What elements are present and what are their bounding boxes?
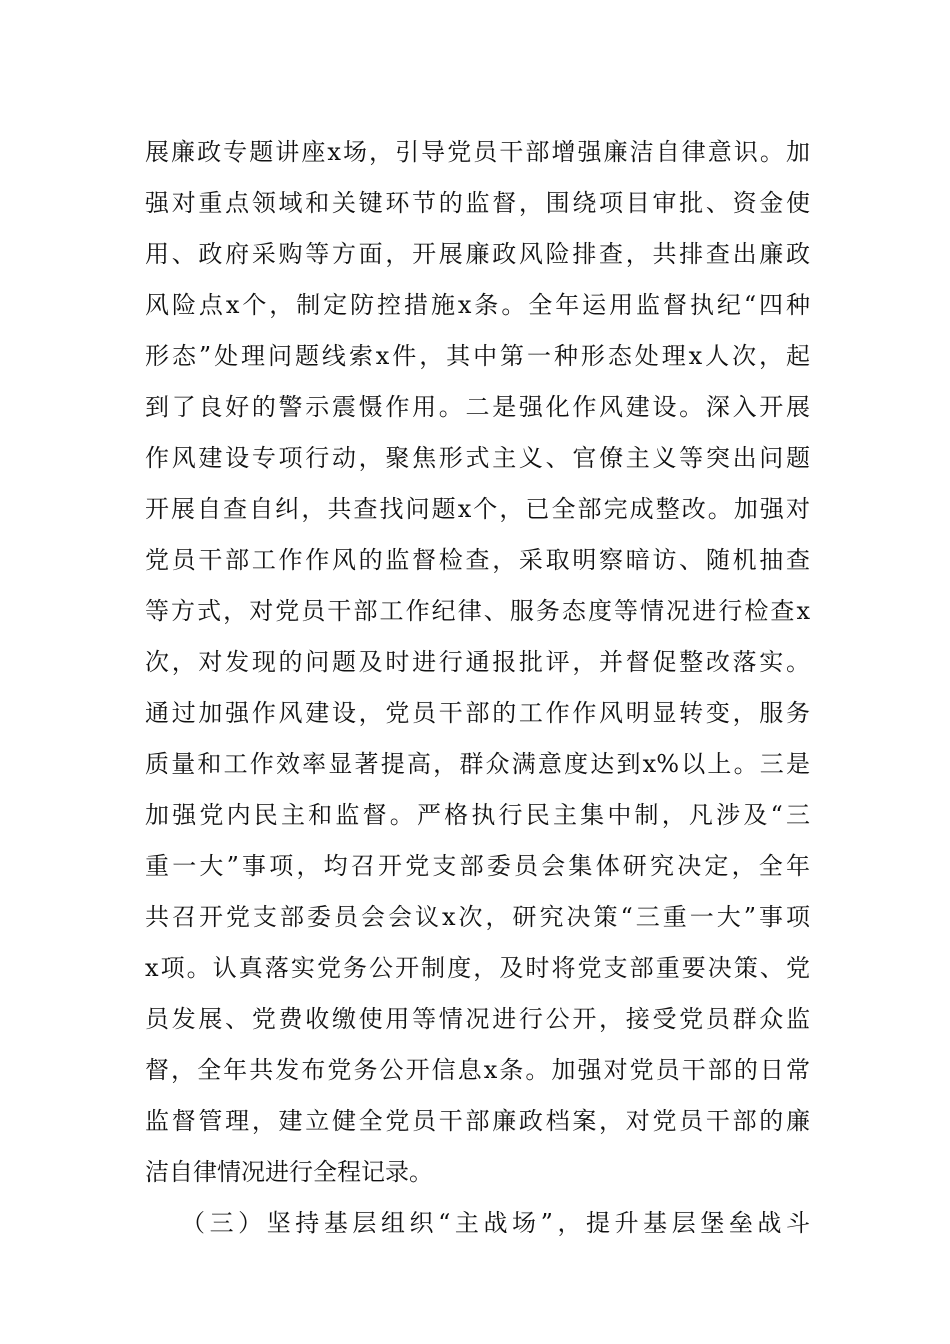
text-line: 强对重点领域和关键环节的监督，围绕项目审批、资金使 [145,189,810,217]
text-line: 等方式，对党员干部工作纪律、服务态度等情况进行检查x [145,597,810,625]
text-line: 监督管理，建立健全党员干部廉政档案，对党员干部的廉 [145,1107,810,1135]
text-line: 展廉政专题讲座x场，引导党员干部增强廉洁自律意识。加 [145,138,810,166]
text-line: 作风建设专项行动，聚焦形式主义、官僚主义等突出问题 [145,444,810,472]
body-text [145,127,810,1249]
text-line: 质量和工作效率显著提高，群众满意度达到x%以上。三是 [145,750,810,778]
text-line: 重一大”事项，均召开党支部委员会集体研究决定，全年 [145,852,810,880]
text-line: 通过加强作风建设，党员干部的工作作风明显转变，服务 [145,699,810,727]
text-line: 督，全年共发布党务公开信息x条。加强对党员干部的日常 [145,1056,810,1084]
text-line: 共召开党支部委员会会议x次，研究决策“三重一大”事项 [145,903,810,931]
text-line-paragraph-end: 洁自律情况进行全程记录。 [145,1158,433,1186]
text-line: 员发展、党费收缴使用等情况进行公开，接受党员群众监 [145,1005,810,1033]
text-line: 形态”处理问题线索x件，其中第一种形态处理x人次，起 [145,342,810,370]
text-line: 用、政府采购等方面，开展廉政风险排查，共排查出廉政 [145,240,810,268]
text-line: 党员干部工作作风的监督检查，采取明察暗访、随机抽查 [145,546,810,574]
text-line: 次，对发现的问题及时进行通报批评，并督促整改落实。 [145,648,810,676]
text-line: 风险点x个，制定防控措施x条。全年运用监督执纪“四种 [145,291,810,319]
text-line: 到了良好的警示震慑作用。二是强化作风建设。深入开展 [145,393,810,421]
section-heading: （三）坚持基层组织“主战场”，提升基层堡垒战斗 [181,1209,810,1237]
text-line: x项。认真落实党务公开制度，及时将党支部重要决策、党 [145,954,810,982]
text-line: 开展自查自纠，共查找问题x个，已全部完成整改。加强对 [145,495,810,523]
text-line: 加强党内民主和监督。严格执行民主集中制，凡涉及“三 [145,801,810,829]
